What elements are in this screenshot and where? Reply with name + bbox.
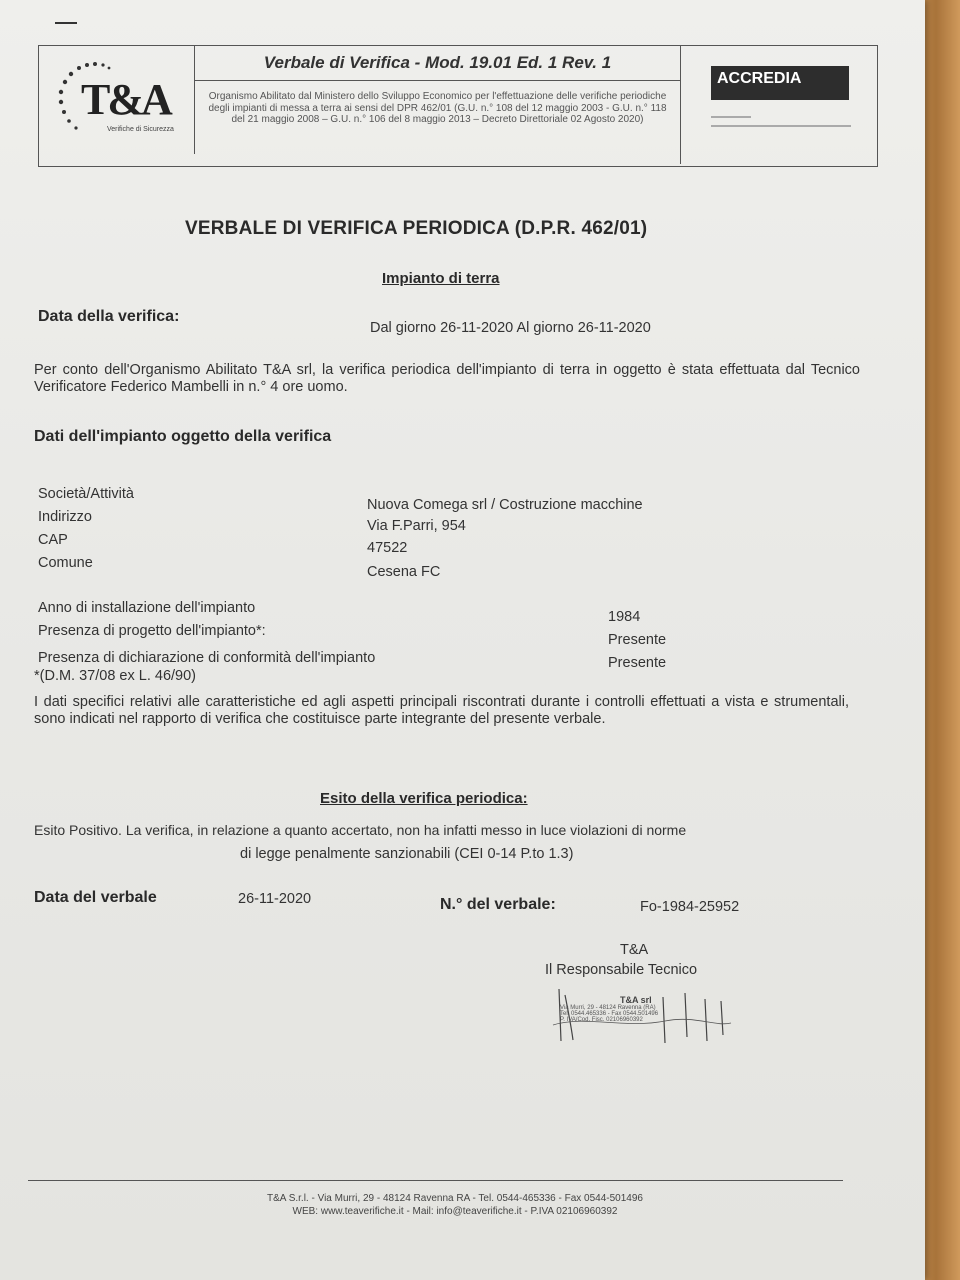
stamp-line2: Tel. 0544.465336 - Fax 0544.501496 [560, 1011, 659, 1017]
page-subtitle: Impianto di terra [382, 270, 500, 287]
accredia-logo: ACCREDIA [711, 66, 849, 100]
outcome-title: Esito della verifica periodica: [320, 790, 528, 807]
company-label: Società/Attività [38, 486, 134, 502]
date-value: Dal giorno 26-11-2020 Al giorno 26-11-2020 [370, 320, 651, 336]
details-paragraph: I dati specifici relativi alle caratteristiche ed agli aspetti principali riscontrati durante i controlli effettuati a vista e strumentali, sono indicati nel rapporto di verifica che costituisce parte integrante del presente verbale. [34, 694, 849, 727]
report-date-value: 26-11-2020 [238, 891, 312, 907]
address-label: Indirizzo [38, 509, 92, 525]
signature-role: Il Responsabile Tecnico [545, 962, 698, 978]
model-title: Verbale di Verifica - Mod. 19.01 Ed. 1 Rev. 1 [195, 46, 680, 81]
intro-paragraph: Per conto dell'Organismo Abilitato T&A srl, la verifica periodica dell'impianto di terra in oggetto è stata effettuata dal Tecnico Verificatore Federico Mambelli in n.° 4 ore uomo. [34, 362, 860, 395]
footnote: *(D.M. 37/08 ex L. 46/90) [34, 668, 196, 684]
top-mark [55, 22, 77, 24]
footer-divider [28, 1180, 843, 1181]
outcome-text-line2: di legge penalmente sanzionabili (CEI 0-14 P.to 1.3) [240, 846, 574, 862]
signature-company: T&A [620, 942, 649, 958]
page-footer [140, 1192, 770, 1218]
company-value: Nuova Comega srl / Costruzione macchine [367, 497, 643, 513]
stamp-line3: P. IVA/Cod. Fisc. 02106960392 [560, 1017, 643, 1023]
accreditation-fine-print [711, 116, 861, 134]
year-value: 1984 [608, 609, 641, 625]
document-header [38, 45, 878, 167]
comune-label: Comune [38, 555, 93, 571]
report-number-label: N.° del verbale: [440, 896, 556, 913]
footer-line2: WEB: www.teaverifiche.it - Mail: info@teaverifiche.it - P.IVA 02106960392 [292, 1206, 618, 1217]
stamp-line1: Via Murri, 29 - 48124 Ravenna (RA) [560, 1005, 656, 1011]
logo-subtitle: Verifiche di Sicurezza [107, 126, 174, 133]
declaration-value: Presente [608, 655, 667, 671]
cap-value: 47522 [367, 540, 408, 556]
company-stamp [560, 995, 735, 1023]
report-number-value: Fo-1984-25952 [640, 899, 740, 915]
outcome-text-line1: Esito Positivo. La verifica, in relazione a quanto accertato, non ha infatti messo in luce violazioni di norme [34, 822, 687, 838]
report-date-label: Data del verbale [34, 889, 157, 906]
declaration-label: Presenza di dichiarazione di conformità dell'impianto [38, 650, 376, 666]
section-title: Dati dell'impianto oggetto della verifica [34, 428, 332, 445]
logo-cell [39, 46, 195, 154]
project-value: Presente [608, 632, 667, 648]
year-label: Anno di installazione dell'impianto [38, 600, 256, 616]
logo-wordmark: T&A [81, 75, 170, 124]
authority-text: Organismo Abilitato dal Ministero dello Sviluppo Economico per l'effettuazione delle verifiche periodiche degli impianti di messa a terra ai sensi del DPR 462/01 (G.U. n.° 108 del 12 maggio 2003 - G.U. n.° 118 del 21 maggio 2008 – G.U. n.° 106 del 8 maggio 2013 – Decreto Direttoriale 02 Agosto 2020) [208, 91, 667, 125]
address-value: Via F.Parri, 954 [367, 518, 466, 534]
footer-line1: T&A S.r.l. - Via Murri, 29 - 48124 Ravenna RA - Tel. 0544-465336 - Fax 0544-501496 [267, 1193, 643, 1204]
accreditation-cell [681, 46, 877, 164]
page-title: VERBALE DI VERIFICA PERIODICA (D.P.R. 462/01) [185, 218, 648, 239]
project-label: Presenza di progetto dell'impianto*: [38, 623, 266, 639]
comune-value: Cesena FC [367, 564, 441, 580]
cap-label: CAP [38, 532, 68, 548]
date-label: Data della verifica: [38, 308, 180, 325]
header-center-cell [195, 46, 681, 164]
stamp-name: T&A srl [620, 995, 652, 1005]
